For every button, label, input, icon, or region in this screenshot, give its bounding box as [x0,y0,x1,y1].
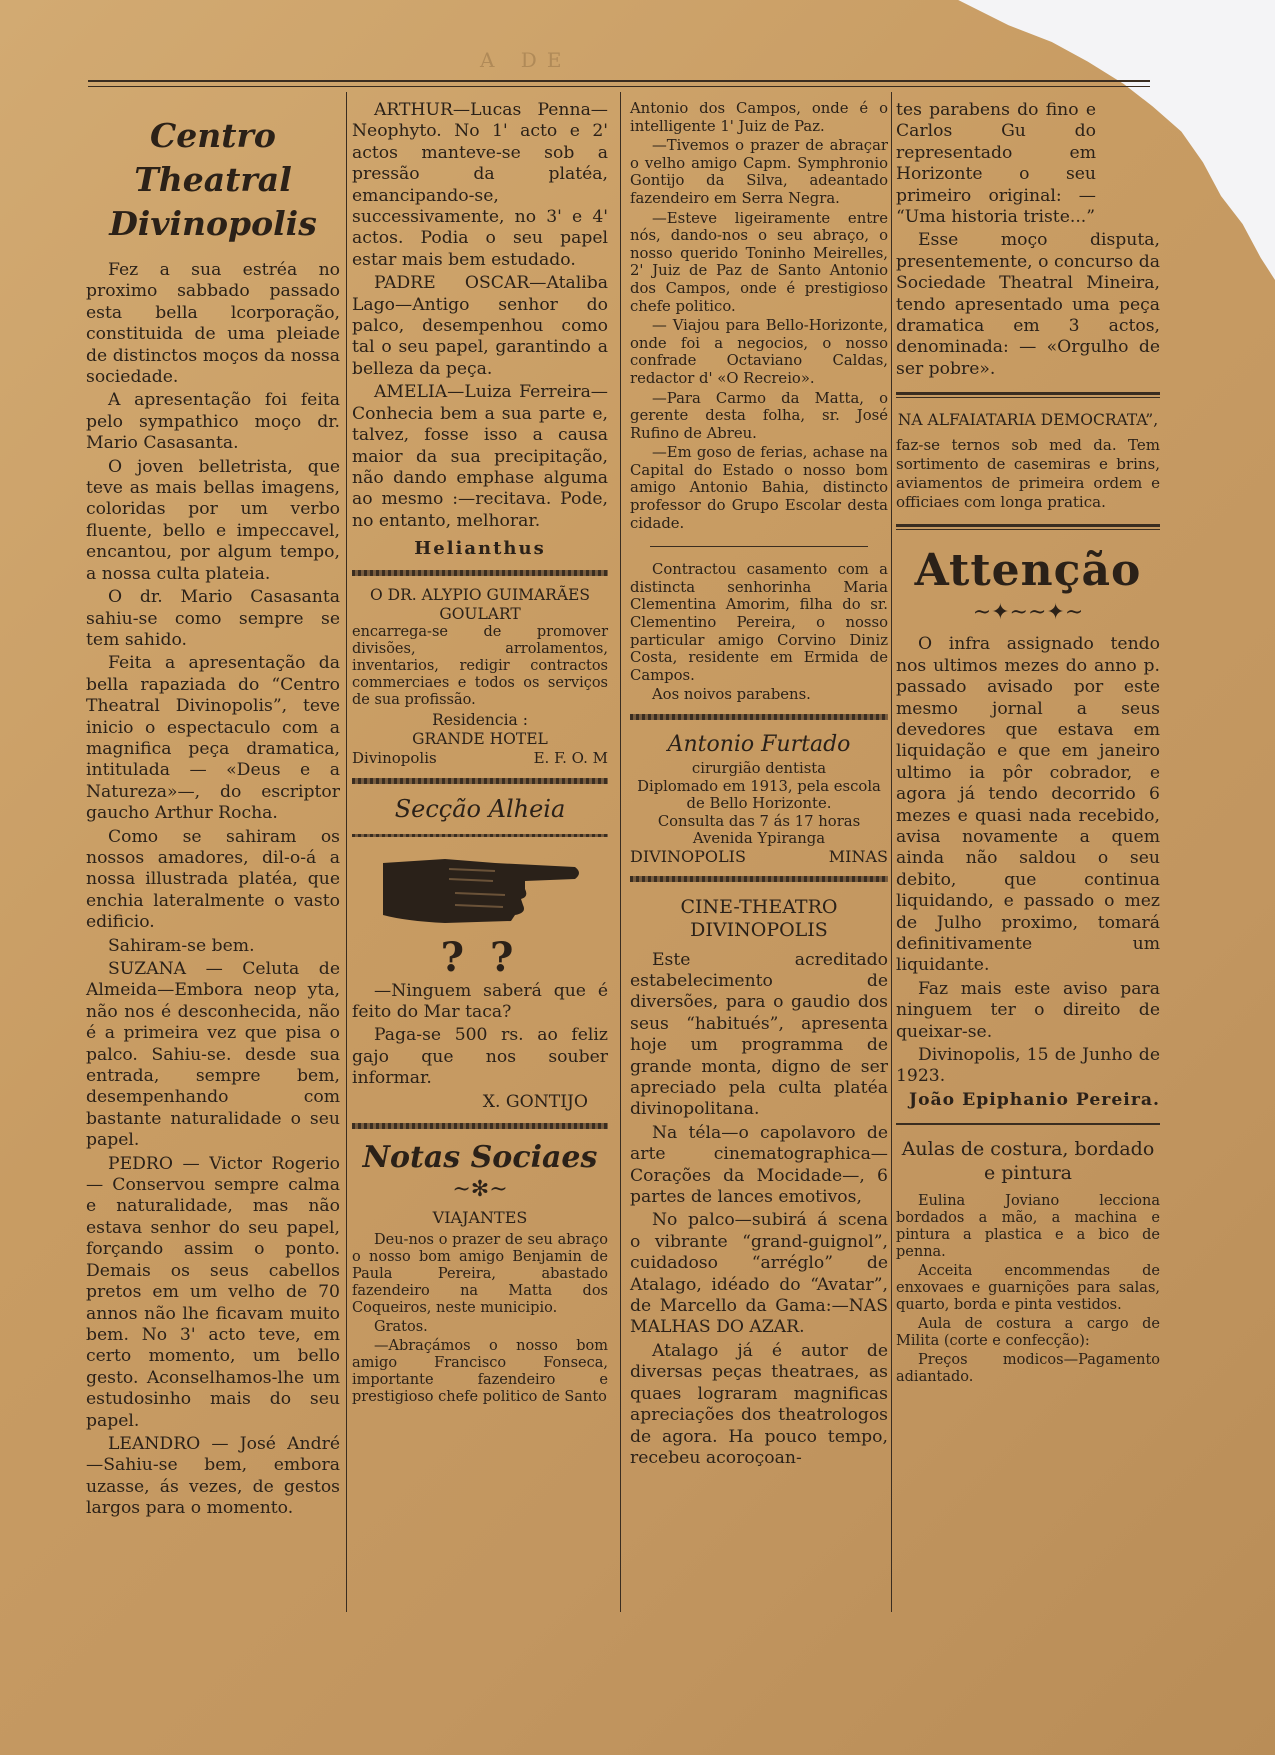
ad-title: Aulas de costura, bordado e pintura [901,1138,1155,1185]
ad-title: O DR. ALYPIO GUIMARÃES [370,585,590,604]
ad-line: Avenida Ypiranga [692,830,826,848]
ad-city: Divinopolis [352,748,437,767]
section-title: CINE-THEATRO DIVINOPOLIS [680,895,838,941]
paragraph: Aos noivos parabens. [652,686,811,704]
ornament-icon: ~✻~ [452,1176,508,1202]
paragraph: LEANDRO — José André—Sahiu-se bem, embora uzasse, ás vezes, de gestos largos para o momento. [86,1433,340,1519]
paragraph: —Em goso de ferias, achase na Capital do Estado o nosso bom amigo Antonio Bahia, distincto professor do Grupo Escolar desta cidade. [630,444,888,532]
ad-title: NA ALFAIATARIA DEMOCRATA”, [897,411,1159,430]
separator [630,876,888,882]
separator [352,778,608,784]
ad-rail: E. F. O. M [533,748,608,767]
paragraph: tes parabens do fino e Carlos Gu do representado em Horizonte o seu primeiro original: — “Uma historia triste...” [896,100,1096,228]
column-divider [891,92,892,1612]
double-rule [896,392,1160,398]
paragraph: O infra assignado tendo nos ultimos mezes do anno p. passado avisado por este mesmo jornal a seus devedores que estava em liquidação e que em janeiro ultimo ia pôr cobrador, e agora já tendo decorrido 6 mezes e quasi nada recebido, avisa novamente a quem ainda não saldou o seu debito, que continua liquidando, e passado o mez de Julho proximo, tomará definitivamente um liquidante. [896,634,1160,976]
ad-residence-label: Residencia : [432,710,528,729]
ad-title-2: GOULART [439,604,521,623]
paragraph: Como se sahiram os nossos amadores, dil-o-á a nossa illustrada platéa, que enchia lateralmente o vasto edificio. [86,826,340,933]
ad-line: Consulta das 7 ás 17 horas [657,812,861,830]
separator [352,834,608,837]
paragraph: Atalago já é autor de diversas peças theatraes, as quaes lograram magnificas apreciações dos theatrologos de agora. Ha pouco tempo, recebeu acoroçoan- [630,1340,888,1468]
masthead-fragment: A DE [480,48,572,72]
paragraph: — Viajou para Bello-Horizonte, onde foi a negocios, o nosso confrade Octaviano Caldas, redactor d' «O Recreio». [630,317,888,387]
puzzle-text: Paga-se 500 rs. ao feliz gajo que nos souber informar. [352,1025,608,1089]
paragraph: Na téla—o capolavoro de arte cinematographica—Corações da Mocidade—, 6 partes de lances emotivos, [630,1122,888,1208]
paragraph: Contractou casamento com a distincta senhorinha Maria Clementina Amorim, filha do sr. Clementino Pereira, o nosso particular amigo Corvino Diniz Costa, residente em Ermida de Campos. [630,561,888,684]
ad-city: DIVINOPOLIS [630,846,746,866]
column-4 [896,100,1160,1388]
paragraph: Preços modicos—Pagamento adiantado. [896,1352,1160,1386]
paragraph: Sahiram-se bem. [108,935,255,956]
paragraph: Faz mais este aviso para ninguem ter o direito de queixar-se. [896,978,1160,1042]
separator [630,714,888,720]
ad-body: faz-se ternos sob med da. Tem sortimento de casemiras e brins, aviamentos de primeira ordem e officiaes com longa pratica. [896,436,1160,512]
paragraph: Feita a apresentação da bella rapaziada do “Centro Theatral Divinopolis”, teve inicio o espectaculo com a magnifica peça dramatica, intitulada — «Deus e a Natureza»—, do escriptor gaucho Arthur Rocha. [86,653,340,824]
separator [352,1123,608,1129]
paragraph: Gratos. [374,1319,428,1336]
paragraph: —Tivemos o prazer de abraçar o velho amigo Capm. Symphronio Gontijo da Silva, adeantado fazendeiro em Serra Negra. [630,137,888,207]
ad-residence: GRANDE HOTEL [412,729,548,748]
ad-state: MINAS [828,846,888,866]
ad-line: Diplomado em 1913, pela escola de Bello Horizonte. [637,777,881,813]
paragraph: PADRE OSCAR—Ataliba Lago—Antigo senhor do palco, desempenhou como tal o seu papel, garantindo a belleza da peça. [352,273,608,379]
paragraph: Aula de costura a cargo de Milita (corte e confecção): [896,1316,1160,1350]
divider [896,1123,1160,1125]
question-marks: ? ? [440,933,520,981]
article-title-2: Divinopolis [109,204,317,243]
signature: João Epiphanio Pereira. [908,1089,1160,1110]
paragraph: PEDRO — Victor Rogerio — Conservou sempre calma e naturalidade, mas não estava senhor do seu papel, forçando assim o ponto. Demais os seus cabellos pretos em um velho de 70 annos não lhe ficavam muito bem. No 3' acto teve, em certo momento, um bello gesto. Aconselhamos-lhe um estudosinho mais do seu papel. [86,1153,340,1431]
paragraph: ARTHUR—Lucas Penna—Neophyto. No 1' acto e 2' actos manteve-se sob a pressão da platéa, emancipando-se, successivamente, no 3' e 4' actos. Podia o seu papel estar mais bem estudado. [352,100,608,270]
divider [650,546,868,547]
column-3 [630,100,888,1471]
paragraph: —Abraçámos o nosso bom amigo Francisco Fonseca, importante fazendeiro e prestigioso chefe politico de Santo [352,1338,608,1406]
paragraph: O joven belletrista, que teve as mais bellas imagens, coloridas por um verbo fluente, bello e impeccavel, encantou, por algum tempo, a nossa culta plateia. [86,456,340,584]
ornament-icon: ~✦~~✦~ [972,600,1084,626]
paragraph: A apresentação foi feita pelo sympathico moço dr. Mario Casasanta. [86,390,340,454]
ad-title: cirurgião dentista [691,760,827,777]
paragraph: Este acreditado estabelecimento de diversões, para o gaudio dos seus “habitués”, apresenta hoje um programma de grande monta, digno de ser apreciado pela culta platéa divinopolitana. [630,949,888,1120]
paragraph: Esse moço disputa, presentemente, o concurso da Sociedade Theatral Mineira, tendo apresentado uma peça dramatica em 3 actos, denominada: — «Orgulho de ser pobre». [896,230,1160,379]
top-rule-thin [88,86,1150,87]
paragraph: Acceita encommendas de enxovaes e guarnições para salas, quarto, borda e pinta vestidos. [896,1263,1160,1314]
paragraph: Antonio dos Campos, onde é o intelligente 1' Juiz de Paz. [630,100,888,135]
notice-title: Attenção [914,545,1142,597]
column-divider [620,92,621,1612]
paragraph: Divinopolis, 15 de Junho de 1923. [896,1045,1160,1087]
double-rule [896,524,1160,530]
paragraph: SUZANA — Celuta de Almeida—Embora neop yta, não nos é desconhecida, não é a primeira vez que pisa o palco. Sahiu-se. desde sua entrada, sempre bem, desempenhando com bastante naturalidade o seu papel. [86,959,340,1151]
ad-body: encarrega-se de promover divisões, arrolamentos, inventarios, redigir contractos commerciaes e todos os serviços de sua profissão. [352,623,608,708]
paragraph: —Esteve ligeiramente entre nós, dando-nos o seu abraço, o nosso querido Toninho Meirelles, 2' Juiz de Paz de Santo Antonio dos Campos, onde é prestigioso chefe politico. [630,209,888,315]
puzzle-signature: X. GONTIJO [482,1091,588,1112]
column-2 [352,100,608,1408]
subheading: VIAJANTES [432,1207,528,1227]
section-title: Secção Alheia [394,794,566,823]
paragraph: —Para Carmo da Matta, o gerente desta folha, sr. José Rufino de Abreu. [630,389,888,442]
signature-script: Antonio Furtado [667,732,851,757]
pointing-hand-icon [352,847,608,929]
paragraph: No palco—subirá á scena o vibrante “grand-guignol”, cuidadoso “arréglo” de Atalago, idéado do “Avatar”, de Marcello da Gama:—NAS MALHAS DO AZAR. [630,1210,888,1338]
column-1 [86,100,340,1522]
column-divider [346,92,347,1612]
signature: Helianthus [414,538,546,560]
paragraph: Deu-nos o prazer de seu abraço o nosso bom amigo Benjamin de Paula Pereira, abastado fazendeiro na Matta dos Coqueiros, neste municipio. [352,1232,608,1317]
article-title: Centro Theatral [134,116,292,199]
section-title: Notas Sociaes [362,1139,598,1175]
paragraph: O dr. Mario Casasanta sahiu-se como sempre se tem sahido. [86,587,340,650]
paragraph: AMELIA—Luiza Ferreira—Conhecia bem a sua parte e, talvez, fosse isso a causa maior da sua precipitação, não dando emphase alguma ao mesmo :—recitava. Pode, no entanto, melhorar. [352,382,608,531]
top-rule [88,80,1150,82]
puzzle-text: —Ninguem saberá que é feito do Mar taca? [352,980,608,1022]
paragraph: Fez a sua estréa no proximo sabbado passado esta bella lcorporação, constituida de uma pleiade de distinctos moços da nossa sociedade. [86,260,340,388]
paragraph: Eulina Joviano lecciona bordados a mão, a machina e pintura a plastica e a bico de penna. [896,1193,1160,1261]
separator [352,570,608,576]
